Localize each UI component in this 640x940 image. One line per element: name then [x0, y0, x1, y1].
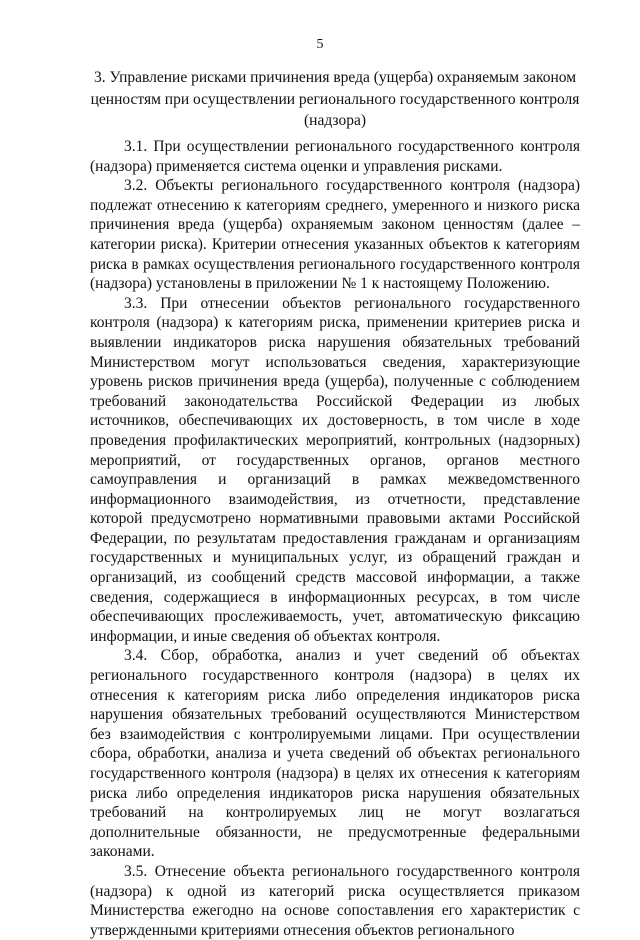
- document-body: [90, 137, 580, 940]
- paragraph-3-2: 3.2. Объекты регионального государственного контроля (надзора) подлежат отнесению к категориям среднего, умеренного и низкого риска причинения вреда (ущерба) охраняемым законом ценностям (далее – категории риска). Критерии отнесения указанных объектов к категориям риска в рамках осуществления регионального государственного контроля (надзора) установлены в приложении № 1 к настоящему Положению.: [90, 177, 580, 293]
- section-title: 3. Управление рисками причинения вреда (ущерба) охраняемым законом ценностям при осуществлении регионального государственного контроля (надзора): [90, 69, 580, 129]
- page-number: 5: [316, 37, 324, 52]
- paragraph-3-4: 3.4. Сбор, обработка, анализ и учет сведений об объектах регионального государственного контроля (надзора) в целях их отнесения к категориям риска либо определения индикаторов риска нарушения обязательных требований осуществляются Министерством без взаимодействия с контролируемыми лицами. При осуществлении сбора, обработки, анализа и учета сведений об объектах регионального государственного контроля (надзора) в целях их отнесения к категориям риска либо определения индикаторов риска нарушения обязательных требований на контролируемых лиц не могут возлагаться дополнительные обязанности, не предусмотренные федеральными законами.: [90, 647, 580, 861]
- paragraph-3-5: 3.5. Отнесение объекта регионального государственного контроля (надзора) к одной из категорий риска осуществляется приказом Министерства ежегодно на основе сопоставления его характеристик с утвержденными критериями отнесения объектов регионального: [90, 862, 580, 939]
- paragraph-3-1: 3.1. При осуществлении регионального государственного контроля (надзора) применяется система оценки и управления рисками.: [90, 138, 580, 175]
- paragraph-3-3: 3.3. При отнесении объектов регионального государственного контроля (надзора) к категориям риска, применении критериев риска и выявлении индикаторов риска нарушения обязательных требований Министерством могут использоваться сведения, характеризующие уровень рисков причинения вреда (ущерба), полученные с соблюдением требований законодательства Российской Федерации из любых источников, обеспечивающих их достоверность, в том числе в ходе проведения профилактических мероприятий, контрольных (надзорных) мероприятий, от государственных органов, органов местного самоуправления и организаций в рамках межведомственного информационного взаимодействия, из отчетности, представление которой предусмотрено нормативными правовыми актами Российской Федерации, по результатам предоставления гражданам и организациям государственных и муниципальных услуг, из обращений граждан и организаций, из сообщений средств массовой информации, а также сведения, содержащиеся в информационных ресурсах, в том числе обеспечивающих прослеживаемость, учет, автоматическую фиксацию информации, и иные сведения об объектах контроля.: [90, 294, 580, 645]
